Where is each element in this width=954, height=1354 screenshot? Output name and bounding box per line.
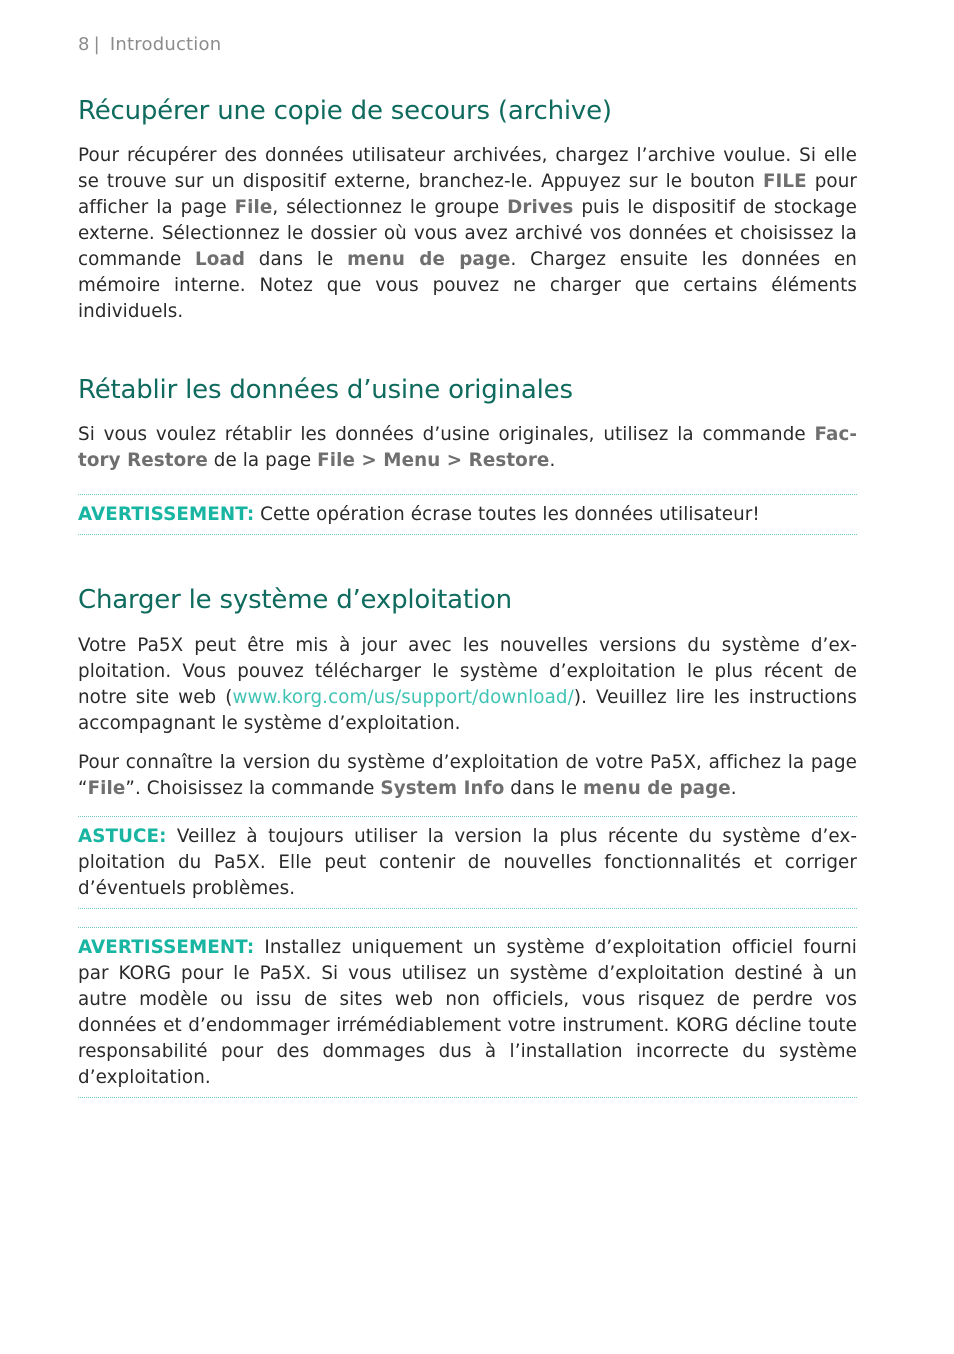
running-header — [78, 34, 221, 55]
command-drives: Drives — [507, 197, 574, 219]
paragraph-factory-restore — [78, 422, 857, 474]
text: . Chargez ensuite les données en mémoire interne. Notez que vous pouvez ne charger que certains éléments individuels. — [78, 249, 857, 323]
header-section: Introduction — [109, 34, 222, 55]
command-system-info: System Info — [380, 777, 505, 799]
text: . — [549, 450, 556, 472]
header-separator: | — [93, 34, 100, 55]
command-file-menu-restore: File > Menu > Restore — [317, 450, 550, 472]
command-factory-restore: Factory Restore — [78, 424, 857, 472]
text: dans le — [504, 777, 583, 799]
section-title-factory-restore: Rétablir les données d’usine originales — [78, 375, 573, 406]
command-page-menu: menu de page — [347, 249, 511, 271]
download-link[interactable]: www.korg.com/us/support/download/ — [232, 686, 574, 708]
command-file-page: File — [234, 197, 273, 219]
text: Pour connaître la version du système d’exploitation de votre Pa5X, affichez la page “ — [78, 751, 857, 799]
warning-text: Installez uniquement un système d’exploitation officiel fourni par KORG pour le Pa5X. Si vous utilisez un système d’exploitation destiné à un autre modèle ou issu de sites web non officiels, vous risquez de perdre vos données et d’endommager irrémédiablement votre instrument. KORG décline toute responsabilité pour des dommages dus à l’installation incorrecte du système d’exploitation. — [78, 936, 857, 1088]
section-title-archive: Récupérer une copie de secours (archive) — [78, 96, 612, 126]
warning-text: Cette opération écrase toutes les données utilisateur! — [254, 504, 760, 526]
text: Votre Pa5X peut être mis à jour avec les nouvelles versions du système d’exploitation. Vous pouvez télécharger le système d’exploitation le plus récent de notre site web ( — [78, 634, 857, 708]
text: . — [730, 777, 737, 799]
text: Si vous voulez rétablir les données d’usine originales, utilisez la commande — [78, 424, 815, 446]
command-load: Load — [195, 249, 246, 271]
text: pour afficher la page — [78, 171, 858, 219]
warning-label: AVERTISSEMENT: — [78, 504, 255, 526]
section-title-os-update: Charger le système d’exploitation — [78, 585, 512, 616]
text: ). Veuillez lire les instructions accompagnant le système d’exploitation. — [78, 686, 857, 734]
text: de la page — [207, 450, 318, 472]
page-content — [78, 96, 857, 1098]
tip-box — [78, 816, 857, 909]
command-file-button: FILE — [762, 171, 807, 193]
warning-box — [78, 494, 857, 535]
paragraph-os-update — [78, 633, 857, 737]
command-page-menu: menu de page — [582, 777, 731, 799]
text: , sélectionnez le groupe — [272, 197, 508, 219]
paragraph-os-version — [78, 750, 857, 802]
text: dans le — [245, 249, 348, 271]
text: puis le dispositif de stockage externe. Sélectionnez le dossier où vous avez archivé vos données et choisissez la commande — [78, 197, 857, 271]
warning-box-os — [78, 927, 857, 1098]
page-number: 8 — [78, 34, 90, 55]
command-file-page: File — [87, 777, 126, 799]
tip-label: ASTUCE: — [78, 825, 167, 847]
tip-text: Veillez à toujours utiliser la version la plus récente du système d’exploitation du Pa5X. Elle peut contenir de nouvelles fonctionnalités et corriger d’éventuels problèmes. — [78, 825, 857, 899]
text: ”. Choisissez la commande — [125, 777, 381, 799]
warning-label: AVERTISSEMENT: — [78, 936, 255, 958]
text: Pour récupérer des données utilisateur archivées, chargez l’archive voulue. Si elle se trouve sur un dispositif externe, branchez-le. Appuyez sur le bouton — [78, 145, 857, 193]
paragraph-archive — [78, 143, 857, 325]
